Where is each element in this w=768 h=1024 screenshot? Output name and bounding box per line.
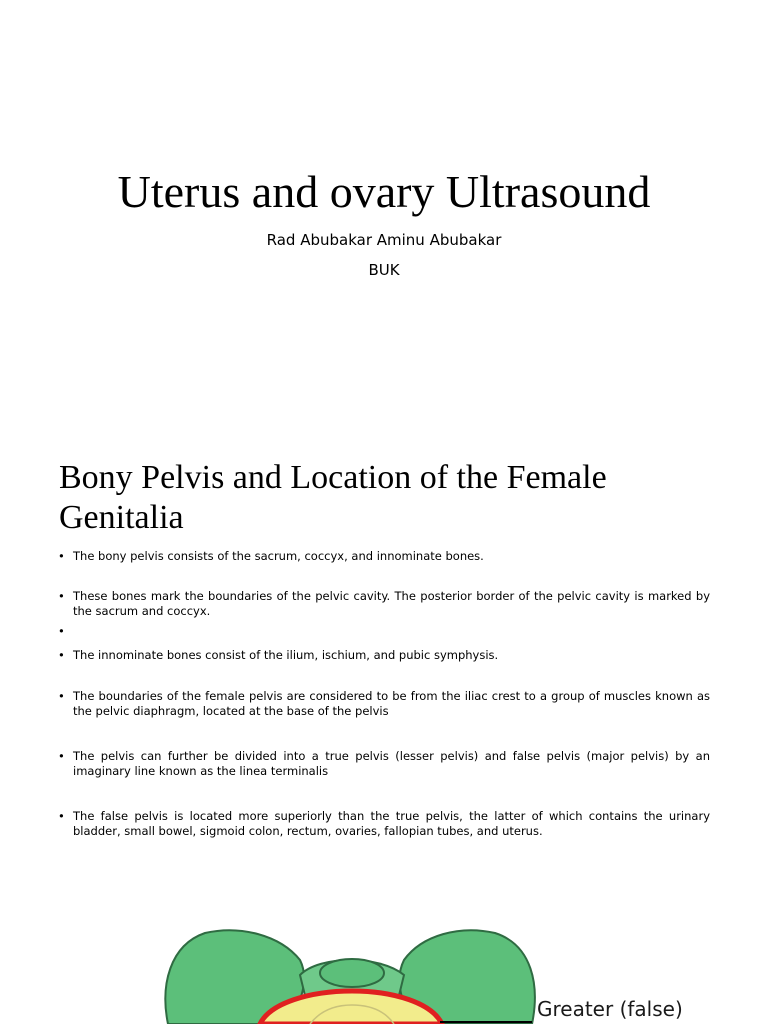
author-name: Rad Abubakar Aminu Abubakar — [266, 231, 502, 249]
list-item: • The boundaries of the female pelvis are considered to be from the iliac crest to a group of muscles known as the pelvic diaphragm, located at the base of the pelvis — [58, 689, 710, 719]
institution-name: BUK — [368, 261, 400, 279]
pelvis-illustration — [160, 925, 540, 1024]
list-item: • The false pelvis is located more superiorly than the true pelvis, the latter of which contains the urinary bladder, small bowel, sigmoid colon, rectum, ovaries, fallopian tubes, and uterus. — [58, 809, 710, 839]
bullet-list — [58, 549, 710, 839]
list-item: • The bony pelvis consists of the sacrum, coccyx, and innominate bones. — [58, 549, 710, 564]
list-item: • These bones mark the boundaries of the pelvic cavity. The posterior border of the pelvic cavity is marked by the sacrum and coccyx. — [58, 589, 710, 619]
list-item: • The innominate bones consist of the ilium, ischium, and pubic symphysis. — [58, 648, 710, 663]
figure-label: Greater (false) — [537, 997, 683, 1021]
slide-title: Uterus and ovary Ultrasound — [117, 166, 651, 217]
sacral-promontory — [320, 959, 384, 987]
label-leader-line — [440, 1021, 532, 1023]
section-title: Bony Pelvis and Location of the Female Genitalia — [59, 459, 607, 536]
list-item — [58, 624, 710, 639]
list-item: • The pelvis can further be divided into a true pelvis (lesser pelvis) and false pelvis (major pelvis) by an imaginary line known as the linea terminalis — [58, 749, 710, 779]
